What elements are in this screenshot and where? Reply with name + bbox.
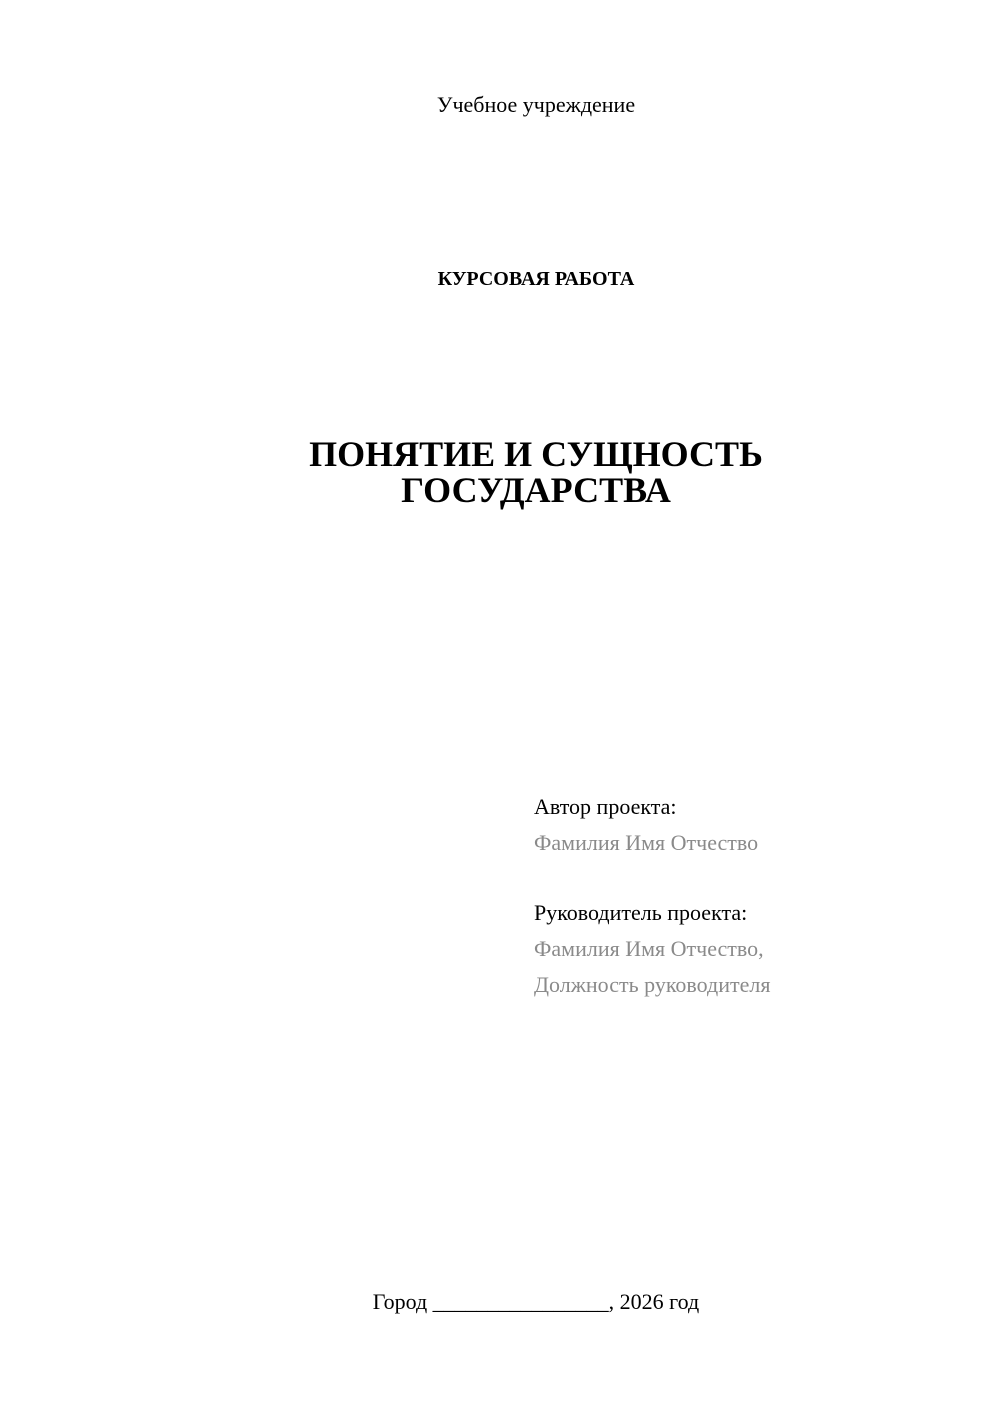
topic-line-1: ПОНЯТИЕ И СУЩНОСТЬ: [309, 434, 763, 474]
supervisor-label: Руководитель проекта:: [534, 900, 748, 925]
supervisor-name: Фамилия Имя Отчество,: [534, 936, 764, 961]
spacer: [534, 861, 770, 895]
people-block: [534, 789, 770, 1003]
city-year-footer: Город ________________, 2026 год: [372, 1289, 700, 1314]
author-label: Автор проекта:: [534, 794, 677, 819]
institution-name: Учебное учреждение: [436, 92, 636, 117]
author-name: Фамилия Имя Отчество: [534, 830, 759, 855]
supervisor-position: Должность руководителя: [534, 972, 771, 997]
work-type: КУРСОВАЯ РАБОТА: [437, 268, 635, 290]
topic-line-2: ГОСУДАРСТВА: [401, 470, 671, 510]
topic-title: [0, 436, 1000, 508]
